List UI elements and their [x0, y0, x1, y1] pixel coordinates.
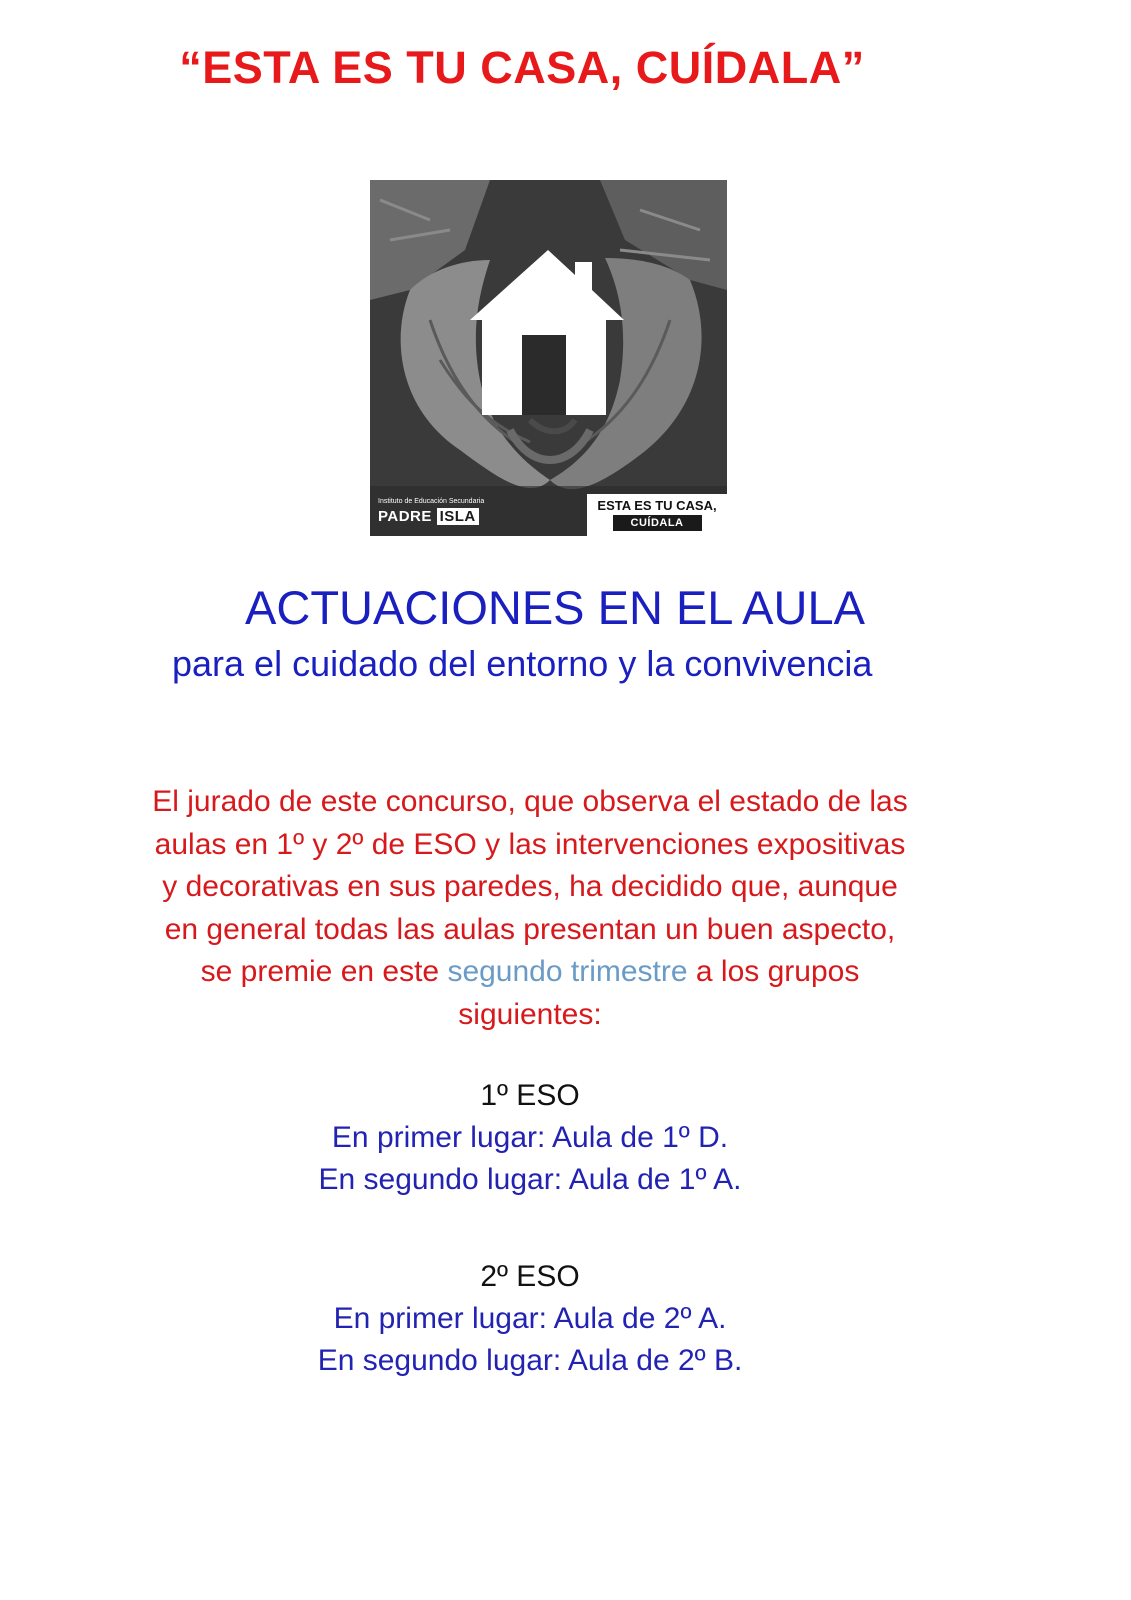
- announcement-line-suffix: a los grupos: [687, 955, 860, 988]
- announcement-line: El jurado de este concurso, que observa el estado de las: [152, 785, 908, 818]
- announcement-line-prefix: se premie en este: [200, 955, 448, 988]
- term-highlight: segundo trimestre: [447, 955, 688, 988]
- school-name-first: PADRE: [378, 508, 432, 525]
- announcement-text: [80, 781, 980, 1036]
- announcement-line: aulas en 1º y 2º de ESO y las intervenciones expositivas: [154, 827, 906, 861]
- awards-group-1eso: [0, 1075, 1060, 1201]
- school-logo: [374, 496, 504, 528]
- school-name-second: ISLA: [437, 508, 479, 525]
- announcement-line: siguientes:: [458, 997, 602, 1031]
- section-title: ACTUACIONES EN EL AULA: [245, 581, 865, 634]
- section-subtitle: para el cuidado del entorno y la convivencia: [172, 643, 873, 684]
- second-place: En segundo lugar: Aula de 2º B.: [317, 1344, 743, 1377]
- campaign-badge: [587, 494, 727, 536]
- hands-holding-house-illustration: [370, 180, 727, 536]
- awards-group-2eso: [0, 1256, 1060, 1382]
- campaign-poster: [370, 180, 727, 536]
- announcement-line: en general todas las aulas presentan un buen aspecto,: [164, 912, 896, 946]
- school-type-label: Instituto de Educación Secundaria: [378, 498, 485, 505]
- campaign-badge-line1: ESTA ES TU CASA,: [597, 498, 717, 513]
- campaign-badge-line2: CUÍDALA: [613, 515, 702, 531]
- headline: “ESTA ES TU CASA, CUÍDALA”: [179, 42, 865, 93]
- school-name: [378, 508, 479, 525]
- announcement-line: y decorativas en sus paredes, ha decidido que, aunque: [162, 870, 898, 903]
- grade-heading: 1º ESO: [480, 1079, 580, 1112]
- first-place: En primer lugar: Aula de 2º A.: [333, 1302, 727, 1335]
- first-place: En primer lugar: Aula de 1º D.: [331, 1121, 729, 1154]
- grade-heading: 2º ESO: [480, 1260, 580, 1293]
- second-place: En segundo lugar: Aula de 1º A.: [318, 1163, 742, 1196]
